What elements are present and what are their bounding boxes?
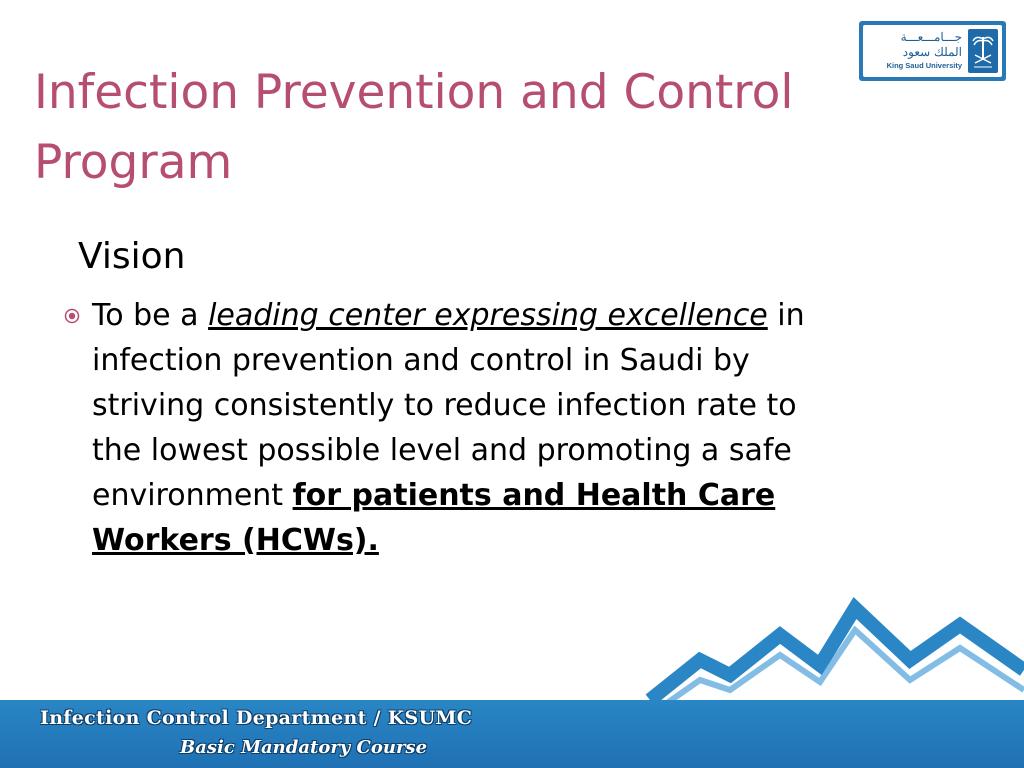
vision-text-part2: in infection prevention and control in Saudi by striving consistently to reduce infection rate to the lowest possible level and promoting a safe environment	[92, 298, 805, 513]
vision-emphasis: leading center expressing excellence	[208, 298, 768, 333]
logo-english-text: King Saud University	[886, 61, 962, 70]
logo-arabic-line2: الملك سعود	[902, 45, 962, 59]
section-heading-vision: Vision	[78, 236, 186, 277]
logo-arabic-line1: جـــامـــعـــة	[900, 30, 962, 44]
vision-text-part1: To be a	[92, 298, 209, 333]
logo-arabic-text	[901, 30, 962, 60]
vision-strong: for patients and Health Care Workers (HCWs).	[92, 478, 776, 558]
target-bullet-icon	[64, 308, 80, 324]
slide-title: Infection Prevention and Control Program	[34, 65, 794, 190]
footer-course: Basic Mandatory Course	[180, 737, 428, 758]
ksu-palm-emblem-icon	[968, 29, 998, 73]
university-logo	[859, 21, 1006, 81]
mountain-lines-icon	[0, 590, 1024, 710]
vision-statement	[92, 293, 852, 563]
footer-department: Infection Control Department / KSUMC	[40, 707, 473, 729]
